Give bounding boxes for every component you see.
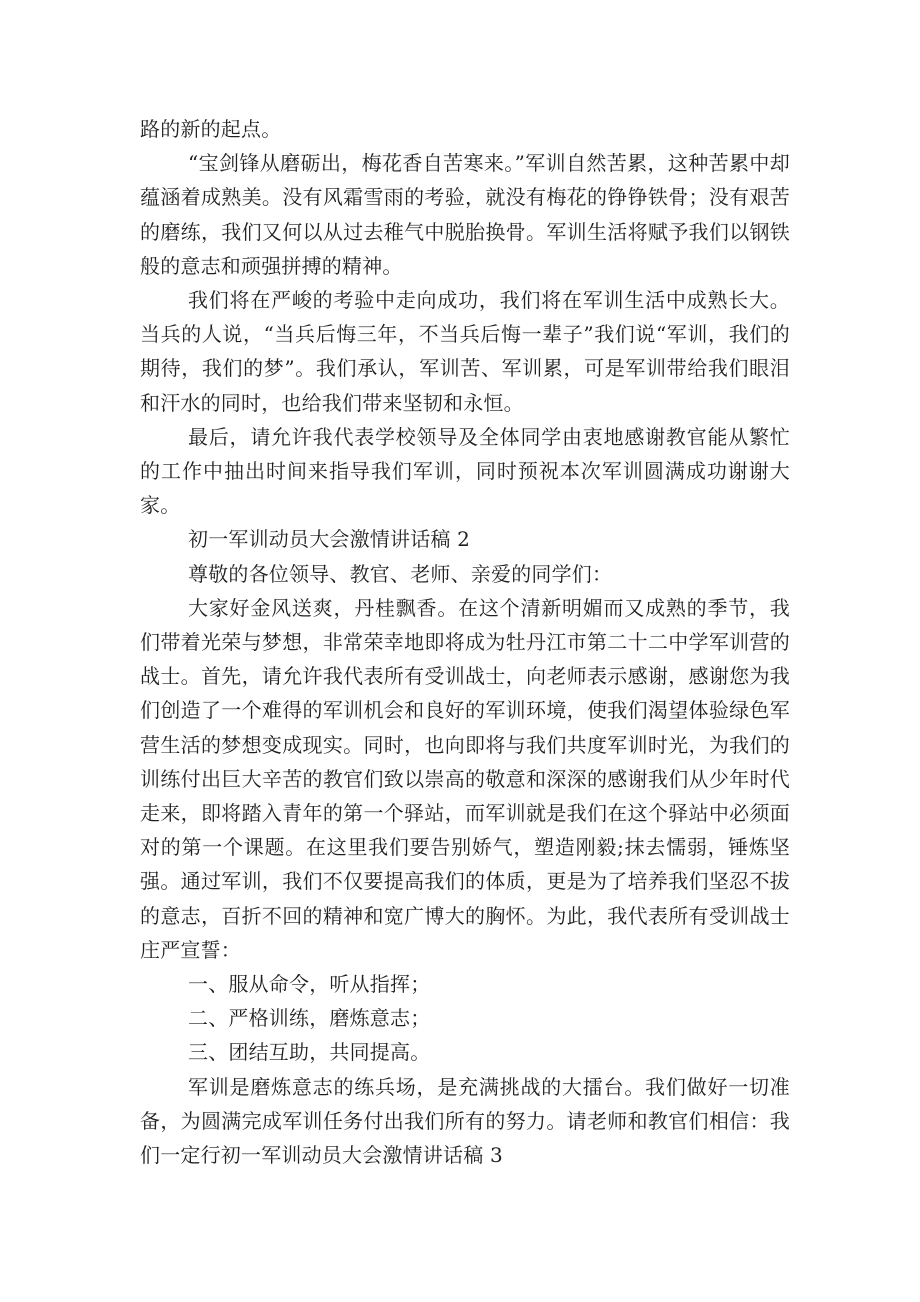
- paragraph-success-growth: 我们将在严峻的考验中走向成功，我们将在军训生活中成熟长大。当兵的人说，“当兵后悔三年，不当兵后悔一辈子”我们说“军训，我们的期待，我们的梦”。我们承认，军训苦、军训累，可是军训带给我们眼泪和汗水的同时，也给我们带来坚韧和永恒。: [140, 288, 790, 415]
- salutation: 尊敬的各位领导、教官、老师、亲爱的同学们：: [188, 561, 613, 586]
- oath-item-2: 二、严格训练，磨炼意志；: [188, 1006, 431, 1031]
- paragraph-military-training-quote: “宝剑锋从磨砺出，梅花香自苦寒来。”军训自然苦累，这种苦累中却蕴涵着成熟美。没有风霜雪雨的考验，就没有梅花的铮铮铁骨；没有艰苦的磨练，我们又何以从过去稚气中脱胎换骨。军训生活将赋予我们以钢铁般的意志和顽强拼搏的精神。: [140, 151, 790, 278]
- oath-item-1: 一、服从命令，听从指挥；: [188, 972, 431, 997]
- document-body: [140, 112, 790, 1172]
- paragraph-final: 军训是磨炼意志的练兵场，是充满挑战的大擂台。我们做好一切准备，为圆满完成军训任务付出我们所有的努力。请老师和教官们相信：我们一定行初一军训动员大会激情讲话稿 3: [140, 1074, 790, 1168]
- paragraph-closing-thanks: 最后，请允许我代表学校领导及全体同学由衷地感谢教官能从繁忙的工作中抽出时间来指导我们军训，同时预祝本次军训圆满成功谢谢大家。: [140, 424, 790, 518]
- oath-item-3: 三、团结互助，共同提高。: [188, 1040, 431, 1065]
- paragraph-speech-body: 大家好金风送爽，丹桂飘香。在这个清新明媚而又成熟的季节，我们带着光荣与梦想，非常荣幸地即将成为牡丹江市第二十二中学军训营的战士。首先，请允许我代表所有受训战士，向老师表示感谢，感谢您为我们创造了一个难得的军训机会和良好的军训环境，使我们渴望体验绿色军营生活的梦想变成现实。同时，也向即将与我们共度军训时光，为我们的训练付出巨大辛苦的教官们致以崇高的敬意和深深的感谢我们从少年时代走来，即将踏入青年的第一个驿站，而军训就是我们在这个驿站中必须面对的第一个课题。在这里我们要告别娇气，塑造刚毅;抹去懦弱，锤炼坚强。通过军训，我们不仅要提高我们的体质，更是为了培养我们坚忍不拔的意志，百折不回的精神和宽广博大的胸怀。为此，我代表所有受训战士庄严宣誓：: [140, 595, 790, 962]
- section-heading: 初一军训动员大会激情讲话稿 2: [188, 527, 471, 552]
- paragraph-continuation: 路的新的起点。: [140, 117, 282, 141]
